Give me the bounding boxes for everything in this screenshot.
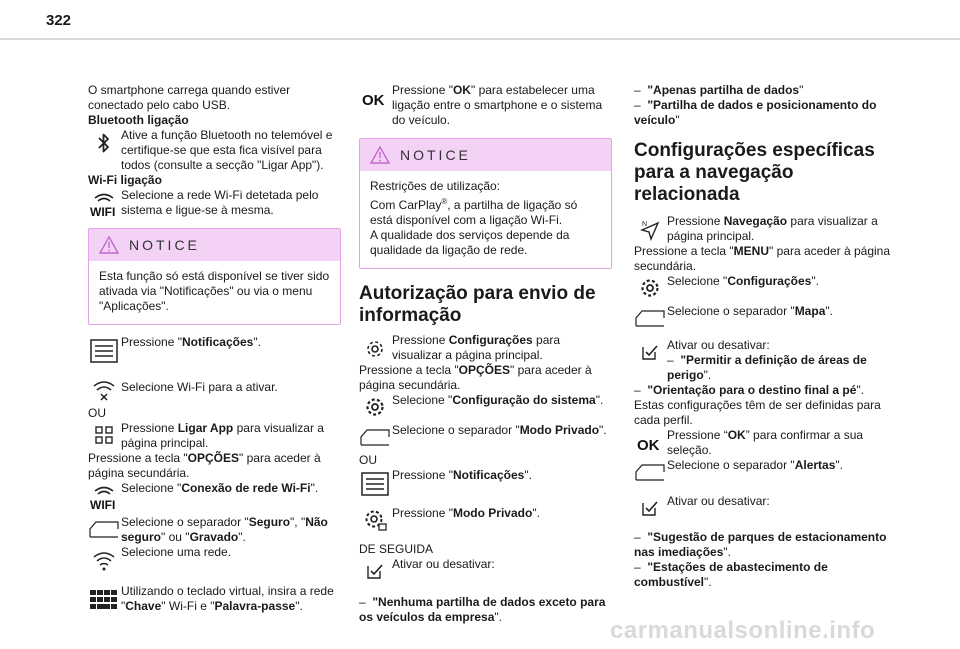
step-menu: Pressione a tecla "MENU" para aceder à página secundária. (634, 244, 891, 273)
wifi-heading: Wi-Fi ligação (88, 173, 162, 187)
notice-title: NOTICE (400, 146, 471, 163)
option-data-and-position: – "Partilha de dados e posicionamento do veículo" (634, 98, 877, 127)
step-wifi-connection: Selecione "Conexão de rede Wi-Fi". (121, 481, 319, 495)
step-private-mode-tab: Selecione o separador "Modo Privado". (392, 423, 607, 437)
or-label-1: OU (88, 406, 106, 420)
notice-box-1 (88, 228, 341, 325)
option-data-sharing-only: – "Apenas partilha de dados" (634, 83, 804, 97)
step-toggle-alerts: Ativar ou desativar: (667, 494, 770, 508)
notice-box-2 (359, 138, 612, 269)
ok-icon-label: OK (637, 437, 660, 454)
bluetooth-icon (88, 128, 120, 158)
step-opcoes: Pressione a tecla "OPÇÕES" para aceder à página secundária. (359, 363, 592, 392)
warning-icon (370, 146, 390, 164)
tab-separator-icon (634, 458, 666, 486)
option-danger-areas-line1: – "Permitir a definição de áreas de perigo". (667, 353, 867, 382)
wifi-text: Selecione a rede Wi-Fi detetada pelo sistema e ligue-se à mesma. (121, 188, 319, 217)
step-options: Pressione a tecla "OPÇÕES" para aceder à página secundária. (88, 451, 321, 480)
step-modo-privado: Pressione "Modo Privado". (392, 506, 540, 520)
step-toggle: Ativar ou desativar: (392, 557, 495, 571)
footer-watermark: carmanualsonline.info (610, 617, 876, 644)
settings-gear-icon (634, 274, 666, 302)
wifi-icon (88, 190, 120, 218)
column-3 (634, 83, 890, 590)
tab-separator-icon (634, 304, 666, 332)
step-select-configuracoes: Selecione "Configurações". (667, 274, 819, 288)
keyboard-icon (88, 586, 120, 614)
step-enter-key: Utilizando o teclado virtual, insira a rede "Chave" Wi-Fi e "Palavra-passe". (121, 584, 334, 613)
then-label: DE SEGUIDA (359, 542, 434, 556)
option-walking-guidance: – "Orientação para o destino final a pé". (634, 383, 865, 397)
column-1 (88, 83, 341, 614)
intro-text: O smartphone carrega quando estiver conectado pelo cabo USB. (88, 83, 291, 112)
step-ligar-app: Pressione Ligar App para visualizar a página principal. (121, 421, 324, 450)
private-mode-icon (359, 506, 391, 534)
wifi-off-icon (88, 376, 120, 404)
wifi-select-icon (88, 547, 120, 575)
navigation-icon (634, 216, 666, 244)
step-configuracoes: Pressione Configurações para visualizar a página principal. (392, 333, 561, 362)
step-map-tab: Selecione o separador "Mapa". (667, 304, 833, 318)
checkbox-toggle-icon (359, 557, 391, 585)
step-navegacao: Pressione Navegação para visualizar a página principal. (667, 214, 878, 243)
step-notificacoes: Pressione "Notificações". (392, 468, 532, 482)
step-alerts-tab: Selecione o separador "Alertas". (667, 458, 843, 472)
bluetooth-heading: Bluetooth ligação (88, 113, 189, 127)
system-settings-icon (359, 393, 391, 421)
step-ok-confirm: Pressione “OK” para confirmar a sua seleção. (667, 428, 864, 457)
step-ok-connect: Pressione "OK" para estabelecer uma ligação entre o smartphone e o sistema do veículo. (392, 83, 603, 127)
svg-text:WIFI: WIFI (90, 205, 116, 217)
step-system-config: Selecione "Configuração do sistema". (392, 393, 604, 407)
checkbox-toggle-icon (634, 338, 666, 366)
page-number: 322 (46, 12, 72, 29)
column-2 (359, 83, 612, 625)
tab-separator-icon (359, 423, 391, 451)
svg-text:WIFI: WIFI (90, 498, 116, 510)
notice-text: Restrições de utilização: Com CarPlay®, a partilha de ligação só está disponível com a ligação Wi-Fi. A qualidade dos serviços depende da qualidade da ligação de rede. (370, 179, 578, 257)
tab-separator-icon (88, 515, 120, 543)
svg-text:N: N (642, 221, 648, 228)
step-notifications: Pressione "Notificações". (121, 335, 261, 349)
top-divider (0, 38, 960, 40)
profile-note: Estas configurações têm de ser definidas para cada perfil. (634, 398, 881, 427)
step-wifi-activate: Selecione Wi-Fi para a ativar. (121, 380, 278, 394)
ok-icon (634, 430, 666, 458)
step-security-tab: Selecione o separador "Seguro", "Não seguro" ou "Gravado". (121, 515, 328, 544)
section-heading-navigation: Configurações específicas para a navegação relacionada (634, 140, 875, 205)
checkbox-toggle-icon (634, 494, 666, 522)
notice-title: NOTICE (129, 236, 200, 253)
notifications-menu-icon (359, 470, 391, 498)
settings-gear-icon (359, 335, 391, 363)
option-fuel-stations: – "Estações de abastecimento de combustível". (634, 560, 828, 589)
ok-icon-label: OK (362, 92, 385, 109)
notifications-menu-icon (88, 337, 120, 365)
option-parking-suggestion: – "Sugestão de parques de estacionamento nas imediações". (634, 530, 887, 559)
warning-icon (99, 236, 119, 254)
apps-grid-icon (88, 421, 120, 449)
option-no-data-sharing: – "Nenhuma partilha de dados exceto para os veículos da empresa". (359, 595, 606, 624)
ok-icon (359, 85, 391, 113)
notice-text: Esta função só está disponível se tiver sido ativada via "Notificações" ou via o menu "Aplicações". (99, 269, 330, 313)
or-label-2: OU (359, 453, 377, 467)
bluetooth-text: Ative a função Bluetooth no telemóvel e certifique-se que esta fica visível para todos (consulte a secção "Ligar App"). (121, 128, 333, 172)
section-heading-authorization: Autorização para envio de informação (359, 283, 596, 326)
wifi-network-icon (88, 483, 120, 511)
step-select-network: Selecione uma rede. (121, 545, 232, 559)
step-toggle-map: Ativar ou desativar: (667, 338, 770, 352)
